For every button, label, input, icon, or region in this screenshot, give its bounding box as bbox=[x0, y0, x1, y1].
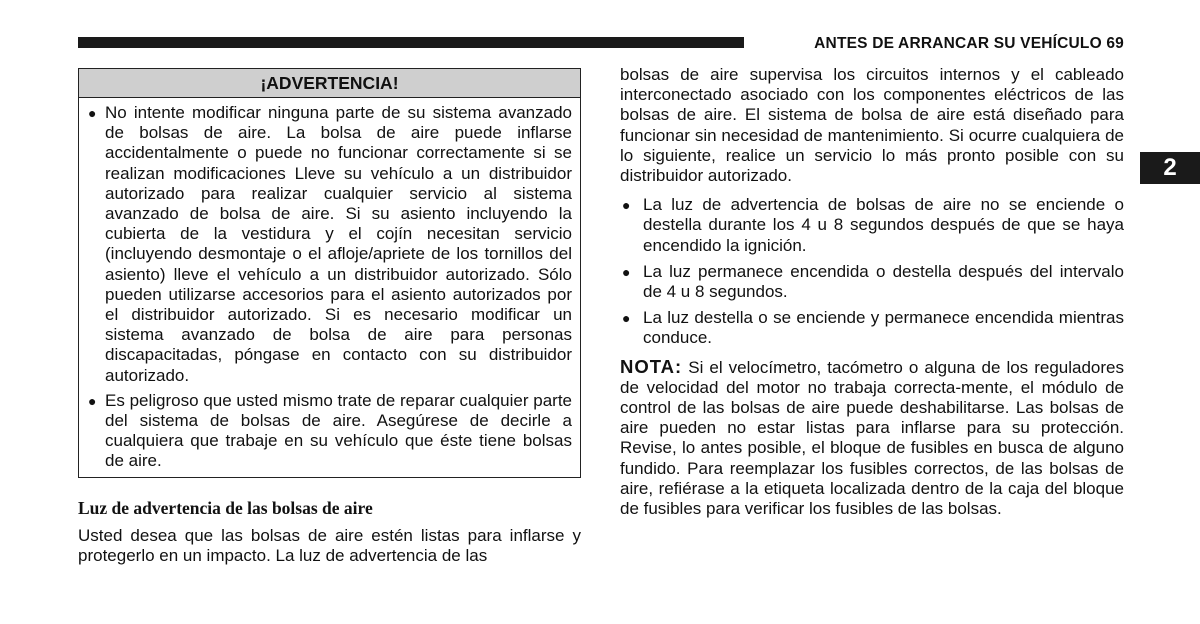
condition-list bbox=[620, 195, 1124, 348]
warning-item bbox=[86, 103, 572, 386]
condition-text: La luz de advertencia de bolsas de aire no se enciende o destella durante los 4 u 8 segundos después de que se haya encendido la ignición. bbox=[643, 195, 1124, 255]
bullet-icon: ● bbox=[622, 263, 631, 280]
section-heading: Luz de advertencia de las bolsas de aire bbox=[78, 497, 373, 518]
condition-item bbox=[620, 195, 1124, 256]
note-text: Si el velocímetro, tacómetro o alguna de los reguladores de velocidad del motor no trabaja correcta-mente, el módulo de control de las bolsas de aire puede deshabilitarse. Las bolsas de aire pueden no estar listas para inflarse para su protección. Revise, lo antes posible, el bloque de fusibles en busca de alguno fundido. Para reemplazar los fusibles correctos, de las bolsas de aire, refiérase a la etiqueta localizada dentro de la caja del bloque de fusibles para verificar los fusibles de las bolsas. bbox=[620, 357, 1124, 519]
bullet-icon: ● bbox=[88, 392, 97, 409]
condition-text: La luz destella o se enciende y permanece encendida mientras conduce. bbox=[643, 308, 1124, 348]
note-label: NOTA: bbox=[620, 355, 683, 377]
section-intro: Usted desea que las bolsas de aire estén listas para inflarse y protegerlo en un impacto. La luz de advertencia de las bbox=[78, 525, 581, 565]
right-column bbox=[620, 65, 1124, 519]
bullet-icon: ● bbox=[622, 197, 631, 214]
warning-item-text: No intente modificar ninguna parte de su sistema avanzado de bolsas de aire. La bolsa de aire puede inflarse accidentalmente o puede no funcionar correctamente si se realizan modificaciones Lleve su vehículo a un distribuidor autorizado para realizar cualquier servicio al sistema avanzado de bolsa de aire. Si su asiento incluyendo la cubierta de la vestidura y el cojín necesitan servicio (incluyendo desmontaje o el afloje/apriete de los tornillos del asiento) lleve el vehículo a un distribuidor autorizado. Sólo pueden utilizarse accesorios para el asiento autorizados por el distribuidor autorizado. Si es necesario modificar un sistema avanzado de bolsa de aire para personas discapacitadas, póngase en contacto con su distribuidor autorizado. bbox=[105, 103, 572, 385]
condition-item bbox=[620, 262, 1124, 302]
continuation-paragraph: bolsas de aire supervisa los circuitos internos y el cableado interconectado asociado con los componentes eléctricos de las bolsas de aire. El sistema de bolsa de aire está diseñado para funcionar sin necesidad de mantenimiento. Si ocurre cualquiera de lo siguiente, realice un servicio lo más pronto posible con su distribuidor autorizado. bbox=[620, 65, 1124, 186]
warning-item-text: Es peligroso que usted mismo trate de reparar cualquier parte del sistema de bolsas de aire. Asegúrese de decirle a cualquiera que trabaje en su vehículo que éste tiene bolsas de aire. bbox=[105, 390, 572, 471]
running-head: ANTES DE ARRANCAR SU VEHÍCULO 69 bbox=[814, 35, 1124, 52]
condition-item bbox=[620, 308, 1124, 348]
warning-title: ¡ADVERTENCIA! bbox=[79, 69, 580, 98]
warning-box bbox=[78, 68, 581, 478]
left-column bbox=[78, 68, 581, 566]
note-paragraph bbox=[620, 357, 1124, 520]
header-rule bbox=[78, 37, 744, 48]
bullet-icon: ● bbox=[88, 105, 97, 121]
chapter-tab: 2 bbox=[1140, 152, 1200, 184]
warning-item bbox=[86, 391, 572, 472]
warning-list bbox=[79, 98, 580, 477]
bullet-icon: ● bbox=[622, 310, 631, 327]
condition-text: La luz permanece encendida o destella después del intervalo de 4 u 8 segundos. bbox=[643, 261, 1124, 302]
